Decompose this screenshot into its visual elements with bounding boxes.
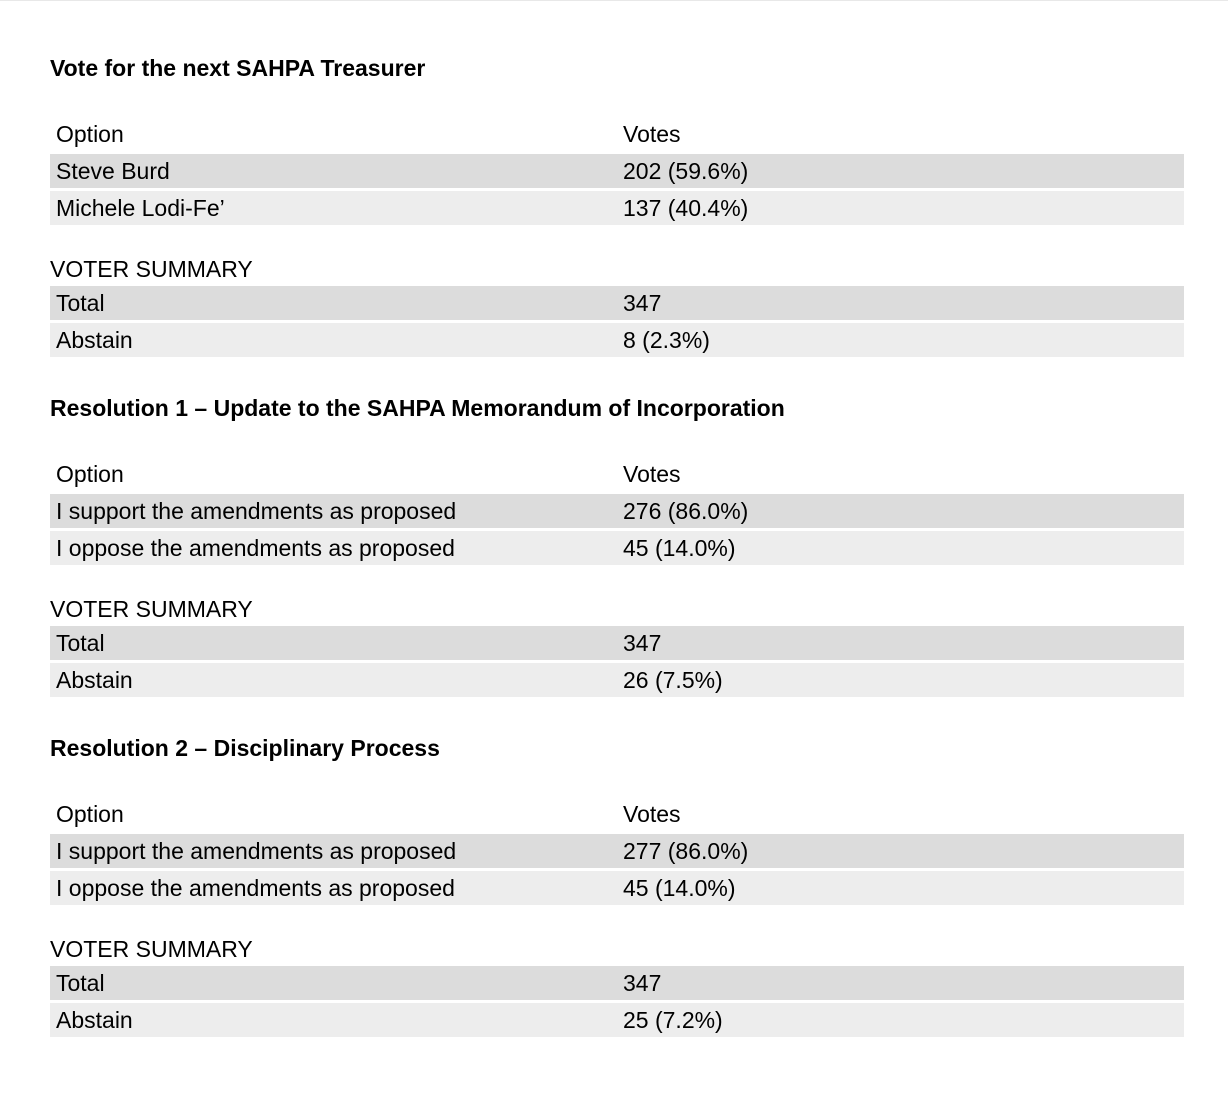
option-name: Michele Lodi-Fe’: [56, 195, 225, 221]
summary-row-abstain: [50, 663, 1184, 697]
section-resolution-1: [50, 394, 1184, 700]
section-resolution-2: [50, 734, 1184, 1040]
votes-column-header: Votes: [623, 461, 681, 487]
table-row: [50, 154, 1184, 188]
results-table-header: [50, 117, 1184, 151]
summary-row-total: [50, 966, 1184, 1000]
table-row: [50, 531, 1184, 565]
summary-label: Total: [56, 970, 105, 996]
summary-label: Total: [56, 290, 105, 316]
option-column-header: Option: [56, 801, 124, 827]
voter-summary-label: VOTER SUMMARY: [50, 256, 253, 282]
summary-value: 347: [623, 970, 662, 996]
table-row: [50, 871, 1184, 905]
section-title: Vote for the next SAHPA Treasurer: [50, 55, 426, 81]
summary-label: Total: [56, 630, 105, 656]
option-votes: 202 (59.6%): [623, 158, 749, 184]
summary-value: 26 (7.5%): [623, 667, 723, 693]
votes-column-header: Votes: [623, 801, 681, 827]
option-name: I support the amendments as proposed: [56, 498, 457, 524]
summary-value: 25 (7.2%): [623, 1007, 723, 1033]
table-row: [50, 494, 1184, 528]
option-votes: 45 (14.0%): [623, 875, 736, 901]
section-title: Resolution 2 – Disciplinary Process: [50, 735, 440, 761]
voter-summary-label: VOTER SUMMARY: [50, 936, 253, 962]
summary-value: 347: [623, 630, 662, 656]
summary-label: Abstain: [56, 667, 133, 693]
table-row: [50, 191, 1184, 225]
section-title: Resolution 1 – Update to the SAHPA Memorandum of Incorporation: [50, 395, 785, 421]
votes-column-header: Votes: [623, 121, 681, 147]
results-table-header: [50, 457, 1184, 491]
summary-row-abstain: [50, 323, 1184, 357]
section-treasurer-vote: [50, 54, 1184, 360]
summary-value: 347: [623, 290, 662, 316]
option-column-header: Option: [56, 121, 124, 147]
results-table-header: [50, 797, 1184, 831]
option-votes: 276 (86.0%): [623, 498, 749, 524]
summary-value: 8 (2.3%): [623, 327, 710, 353]
option-name: I oppose the amendments as proposed: [56, 875, 455, 901]
option-column-header: Option: [56, 461, 124, 487]
summary-row-total: [50, 286, 1184, 320]
summary-label: Abstain: [56, 1007, 133, 1033]
voter-summary-label: VOTER SUMMARY: [50, 596, 253, 622]
option-name: I support the amendments as proposed: [56, 838, 457, 864]
summary-label: Abstain: [56, 327, 133, 353]
option-votes: 277 (86.0%): [623, 838, 749, 864]
option-votes: 45 (14.0%): [623, 535, 736, 561]
option-votes: 137 (40.4%): [623, 195, 749, 221]
summary-row-abstain: [50, 1003, 1184, 1037]
table-row: [50, 834, 1184, 868]
option-name: I oppose the amendments as proposed: [56, 535, 455, 561]
option-name: Steve Burd: [56, 158, 170, 184]
summary-row-total: [50, 626, 1184, 660]
